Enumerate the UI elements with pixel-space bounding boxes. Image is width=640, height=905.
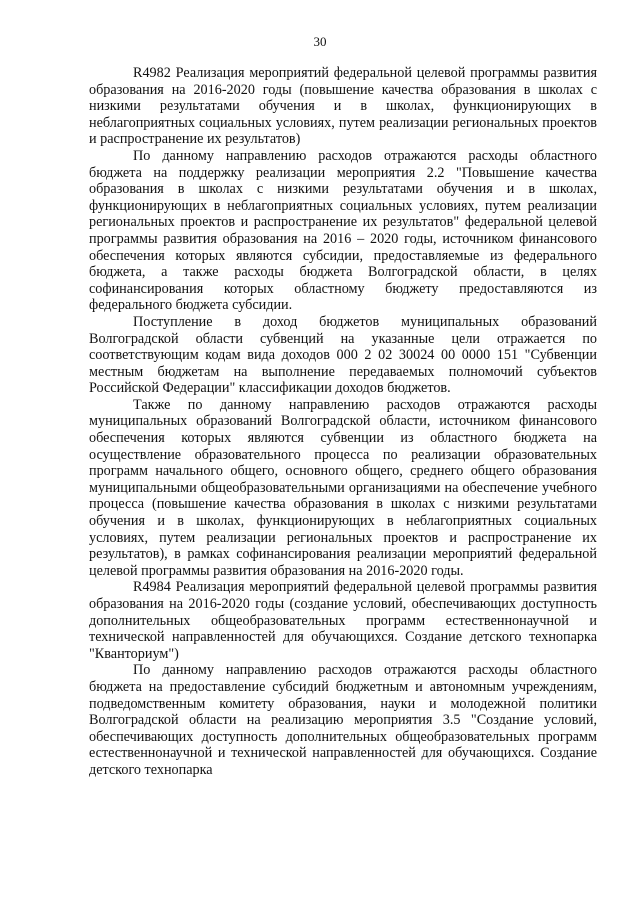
paragraph-r4984-expenses: По данному направлению расходов отражаются расходы областного бюджета на предоставление субсидий бюджетным и автономным учреждениям, подведомственным комитету образования, науки и молодежной политики Волгоградской области на реализацию мероприятия 3.5 "Создание условий, обеспечивающих доступность дополнительных общеобразовательных программ естественнонаучной и технической направленностей для обучающихся. Создание детского технопарка <box>89 662 597 778</box>
paragraph-r4982-expenses: По данному направлению расходов отражаются расходы областного бюджета на поддержку реализации мероприятия 2.2 "Повышение качества образования в школах с низкими результатами обучения и в школах, функционирующих в неблагоприятных социальных условиях, путем реализации региональных проектов и распространение их результатов" федеральной целевой программы развития образования на 2016 – 2020 годы, источником финансового обеспечения которых являются субсидии, предоставляемые из федерального бюджета, а также расходы бюджета Волгоградской области, в целях софинансирования которых областному бюджету предоставляются из федерального бюджета субсидии. <box>89 147 597 314</box>
page-number: 30 <box>313 34 327 49</box>
paragraph-r4982-municipal-expenses: Также по данному направлению расходов отражаются расходы муниципальных образований Волгоградской области, источником финансового обеспечения которых являются субвенции из областного бюджета на осуществление образовательного процесса по реализации образовательных программ начального общего, основного общего, среднего общего образования муниципальными общеобразовательными организациями на обеспечение учебного процесса (повышение качества образования в школах с низкими результатами обучения и в школах, функционирующих в неблагоприятных социальных условиях, путем реализации региональных проектов и распространение их результатов), в рамках софинансирования реализации мероприятий федеральной целевой программы развития образования на 2016-2020 годы. <box>89 396 597 579</box>
paragraph-r4982-revenue: Поступление в доход бюджетов муниципальных образований Волгоградской области субвенций на указанные цели отражается по соответствующим кодам вида доходов 000 2 02 30024 00 0000 151 "Субвенции местным бюджетам на выполнение передаваемых полномочий субъектов Российской Федерации" классификации доходов бюджетов. <box>89 313 597 397</box>
document-body <box>89 65 597 779</box>
paragraph-r4982-heading: R4982 Реализация мероприятий федеральной целевой программы развития образования на 2016-2020 годы (повышение качества образования в школах с низкими результатами обучения и в школах, функционирующих в неблагоприятных социальных условиях, путем реализации региональных проектов и распространение их результатов) <box>89 65 597 148</box>
paragraph-r4984-heading: R4984 Реализация мероприятий федеральной целевой программы развития образования на 2016-2020 годы (создание условий, обеспечивающих доступность дополнительных общеобразовательных программ естественнонаучной и технической направленностей для обучающихся. Создание детского технопарка "Кванториум") <box>89 579 597 662</box>
